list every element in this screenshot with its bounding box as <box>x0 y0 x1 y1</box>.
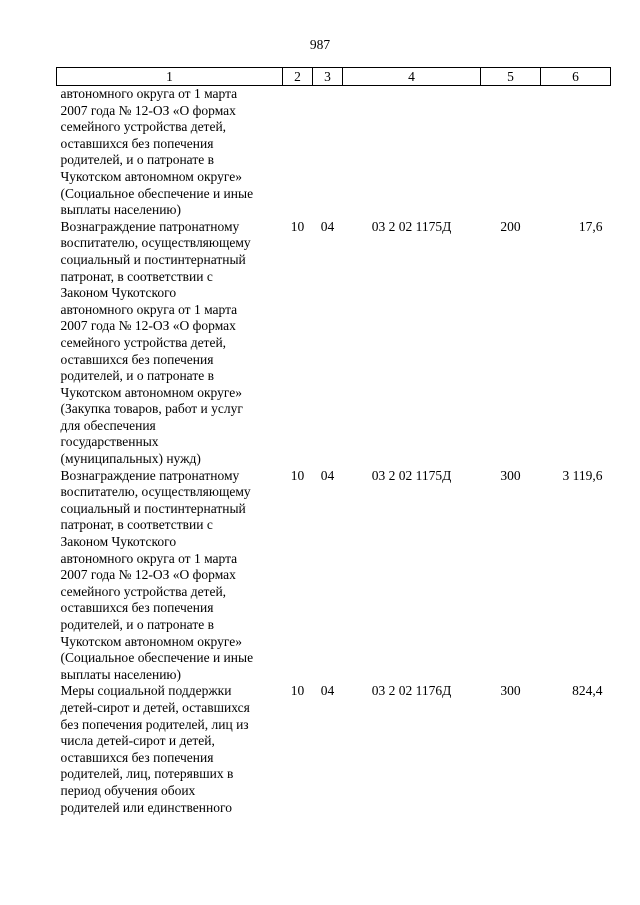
description-line: воспитателю, осуществляющему <box>60 235 251 251</box>
description-line: оставшихся без попечения <box>60 749 214 765</box>
column-header-subsection: 3 <box>313 68 343 86</box>
description-line: Законом Чукотского <box>60 534 177 550</box>
description-line: родителей, и о патронате в <box>60 617 214 632</box>
description-line: семейного устройства детей, <box>60 583 227 599</box>
row-description <box>57 683 283 816</box>
row-expense-type <box>481 86 541 219</box>
row-target-code: 03 2 02 1175Д <box>371 218 452 234</box>
row-section: 10 <box>290 218 305 234</box>
column-header-name: 1 <box>57 68 283 86</box>
table-row <box>57 468 611 684</box>
table-body <box>57 86 611 817</box>
description-line: Законом Чукотского <box>60 285 177 301</box>
description-line: 2007 года № 12-ОЗ «О формах <box>60 102 236 118</box>
table-row <box>57 86 611 219</box>
description-line: Чукотском автономном округе» <box>60 384 242 400</box>
row-subsection: 04 <box>320 218 335 234</box>
row-target-code: 03 2 02 1175Д <box>371 467 452 483</box>
row-expense-type: 200 <box>500 218 521 234</box>
description-line: родителей, и о патронате в <box>60 368 214 384</box>
description-line: детей-сирот и детей, оставшихся <box>60 699 250 715</box>
description-line: автономного округа от 1 марта <box>60 86 238 101</box>
description-line: патронат, в соответствии с <box>60 268 213 284</box>
description-line: оставшихся без попечения <box>60 600 214 616</box>
page-number: 987 <box>309 37 331 52</box>
budget-table <box>56 67 611 816</box>
row-subsection: 04 <box>320 467 335 483</box>
column-header-section: 2 <box>283 68 313 86</box>
row-description <box>57 468 283 684</box>
row-section: 10 <box>290 467 305 483</box>
description-line: (Социальное обеспечение и иные <box>60 650 254 666</box>
row-target-code <box>343 86 481 219</box>
description-line: семейного устройства детей, <box>60 119 227 135</box>
row-section: 10 <box>290 683 305 699</box>
description-line: родителей, и о патронате в <box>60 152 214 168</box>
description-line: оставшихся без попечения <box>60 135 214 151</box>
description-line: семейного устройства детей, <box>60 334 227 350</box>
description-line: автономного округа от 1 марта <box>60 550 238 566</box>
description-line: Меры социальной поддержки <box>60 683 232 699</box>
row-subsection: 04 <box>320 683 335 699</box>
description-line: выплаты населению) <box>60 666 182 682</box>
description-line: родителей, лиц, потерявших в <box>60 766 234 782</box>
description-line: Чукотском автономном округе» <box>60 168 242 184</box>
description-line: государственных <box>60 434 159 450</box>
description-line: без попечения родителей, лиц из <box>60 716 249 732</box>
description-line: родителей или единственного <box>60 799 232 815</box>
description-line: Вознаграждение патронатному <box>60 467 240 483</box>
description-line: 2007 года № 12-ОЗ «О формах <box>60 567 236 583</box>
description-line: патронат, в соответствии с <box>60 517 213 533</box>
row-expense-type: 300 <box>500 683 521 699</box>
row-section <box>283 86 313 219</box>
row-description <box>57 86 283 219</box>
column-header-amount: 6 <box>541 68 611 86</box>
description-line: 2007 года № 12-ОЗ «О формах <box>60 318 236 334</box>
row-subsection <box>313 86 343 219</box>
row-target-code: 03 2 02 1176Д <box>371 683 452 699</box>
description-line: выплаты населению) <box>60 202 182 218</box>
description-line: автономного округа от 1 марта <box>60 301 238 317</box>
row-amount: 824,4 <box>572 683 603 699</box>
table-row <box>57 219 611 468</box>
header-row <box>57 68 611 86</box>
description-line: оставшихся без попечения <box>60 351 214 367</box>
description-line: период обучения обоих <box>60 782 196 798</box>
description-line: (Социальное обеспечение и иные <box>60 185 254 201</box>
row-expense-type: 300 <box>500 467 521 483</box>
description-line: (муниципальных) нужд) <box>60 451 201 467</box>
row-amount: 3 119,6 <box>562 467 603 483</box>
row-amount: 17,6 <box>578 218 603 234</box>
description-line: числа детей-сирот и детей, <box>60 733 215 749</box>
description-line: социальный и постинтернатный <box>60 251 246 267</box>
table-header <box>57 68 611 86</box>
description-line: Вознаграждение патронатному <box>60 218 240 234</box>
description-line: для обеспечения <box>60 417 156 433</box>
description-line: социальный и постинтернатный <box>60 500 246 516</box>
column-header-expense-type: 5 <box>481 68 541 86</box>
table-row <box>57 683 611 816</box>
description-line: (Закупка товаров, работ и услуг <box>60 401 243 417</box>
row-amount <box>541 86 611 219</box>
description-line: Чукотском автономном округе» <box>60 633 242 649</box>
row-description <box>57 219 283 468</box>
description-line: воспитателю, осуществляющему <box>60 484 251 500</box>
column-header-target: 4 <box>343 68 481 86</box>
